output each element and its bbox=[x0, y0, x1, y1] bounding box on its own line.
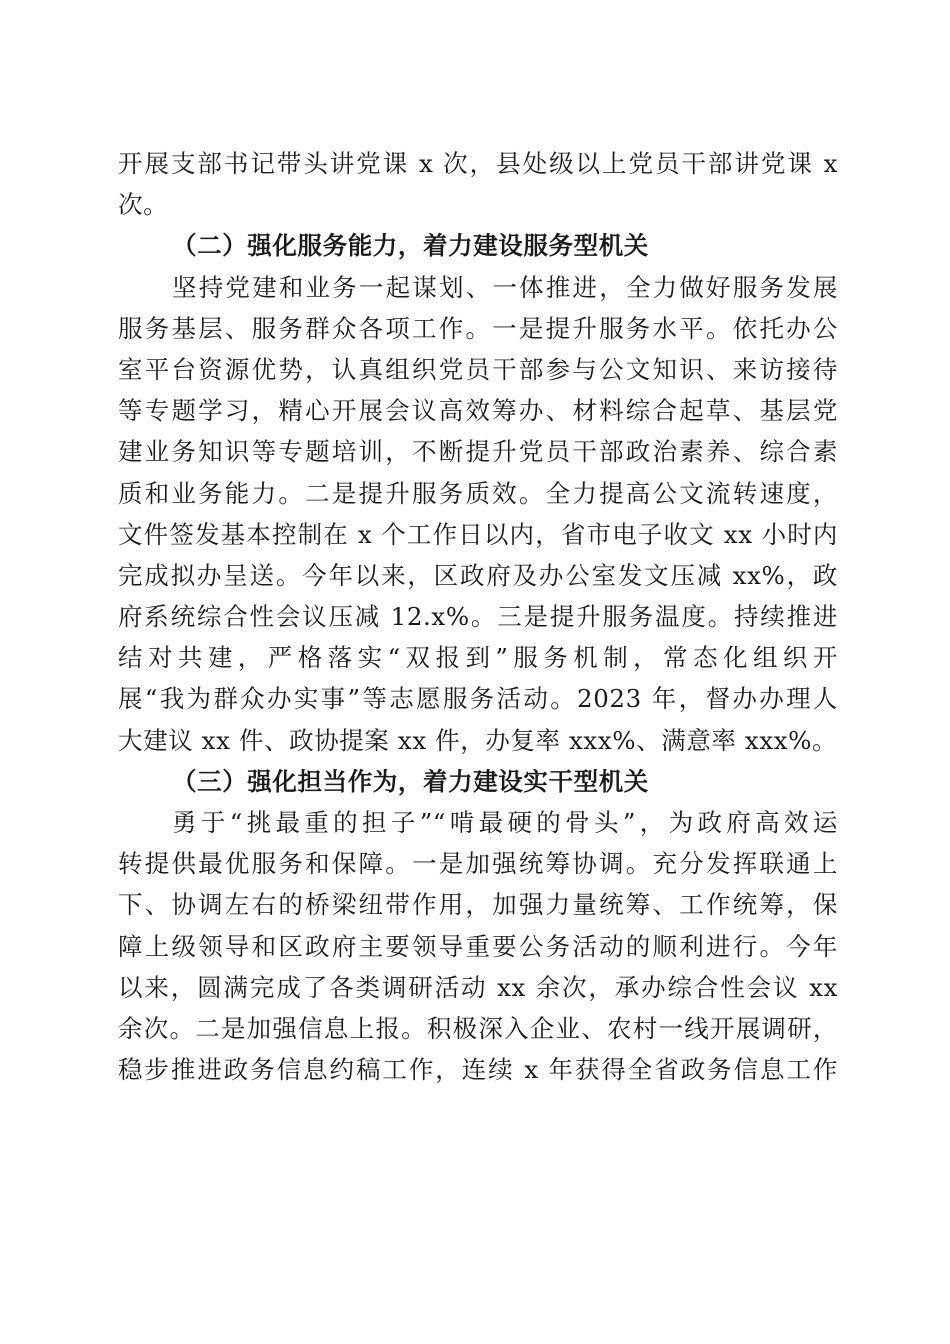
paragraph-line: 等专题学习，精心开展会议高效筹办、材料综合起草、基层党 bbox=[118, 396, 838, 426]
section-heading: （二）强化服务能力，着力建设服务型机关 bbox=[172, 231, 649, 261]
paragraph-line: 完成拟办呈送。今年以来，区政府及办公室发文压减 xx%，政 bbox=[118, 560, 838, 590]
paragraph-line: 开展支部书记带头讲党课 x 次，县处级以上党员干部讲党课 x bbox=[118, 149, 838, 178]
paragraph-line: 转提供最优服务和保障。一是加强统筹协调。充分发挥联通上 bbox=[118, 849, 838, 879]
paragraph-line: 府系统综合性会议压减 12.x%。三是提升服务温度。持续推进 bbox=[118, 602, 838, 632]
paragraph-line: 稳步推进政务信息约稿工作，连续 x 年获得全省政务信息工作 bbox=[118, 1055, 838, 1085]
document-body bbox=[118, 143, 838, 1090]
paragraph-line: 服务基层、服务群众各项工作。一是提升服务水平。依托办公 bbox=[118, 313, 838, 343]
paragraph-line: 建业务知识等专题培训，不断提升党员干部政治素养、综合素 bbox=[118, 437, 838, 467]
paragraph-line: 坚持党建和业务一起谋划、一体推进，全力做好服务发展 bbox=[172, 272, 838, 302]
paragraph-line: 大建议 xx 件、政协提案 xx 件，办复率 xxx%、满意率 xxx%。 bbox=[118, 725, 838, 755]
paragraph-line: 质和业务能力。二是提升服务质效。全力提高公文流转速度， bbox=[118, 478, 838, 508]
paragraph-line: 勇于“挑最重的担子”“啃最硬的骨头”，为政府高效运 bbox=[172, 808, 838, 837]
paragraph-line: 室平台资源优势，认真组织党员干部参与公文知识、来访接待 bbox=[118, 354, 838, 384]
paragraph-line: 次。 bbox=[118, 190, 169, 220]
paragraph-line: 结对共建，严格落实“双报到”服务机制，常态化组织开 bbox=[118, 643, 838, 673]
paragraph-line: 障上级领导和区政府主要领导重要公务活动的顺利进行。今年 bbox=[118, 931, 838, 961]
paragraph-line: 下、协调左右的桥梁纽带作用，加强力量统筹、工作统筹，保 bbox=[118, 890, 838, 920]
paragraph-line: 文件签发基本控制在 x 个工作日以内，省市电子收文 xx 小时内 bbox=[118, 519, 838, 549]
section-heading: （三）强化担当作为，着力建设实干型机关 bbox=[172, 766, 649, 796]
paragraph-line: 以来，圆满完成了各类调研活动 xx 余次，承办综合性会议 xx bbox=[118, 972, 838, 1002]
paragraph-line: 余次。二是加强信息上报。积极深入企业、农村一线开展调研， bbox=[118, 1013, 838, 1043]
paragraph-line: 展“我为群众办实事”等志愿服务活动。2023 年，督办办理人 bbox=[118, 684, 838, 714]
